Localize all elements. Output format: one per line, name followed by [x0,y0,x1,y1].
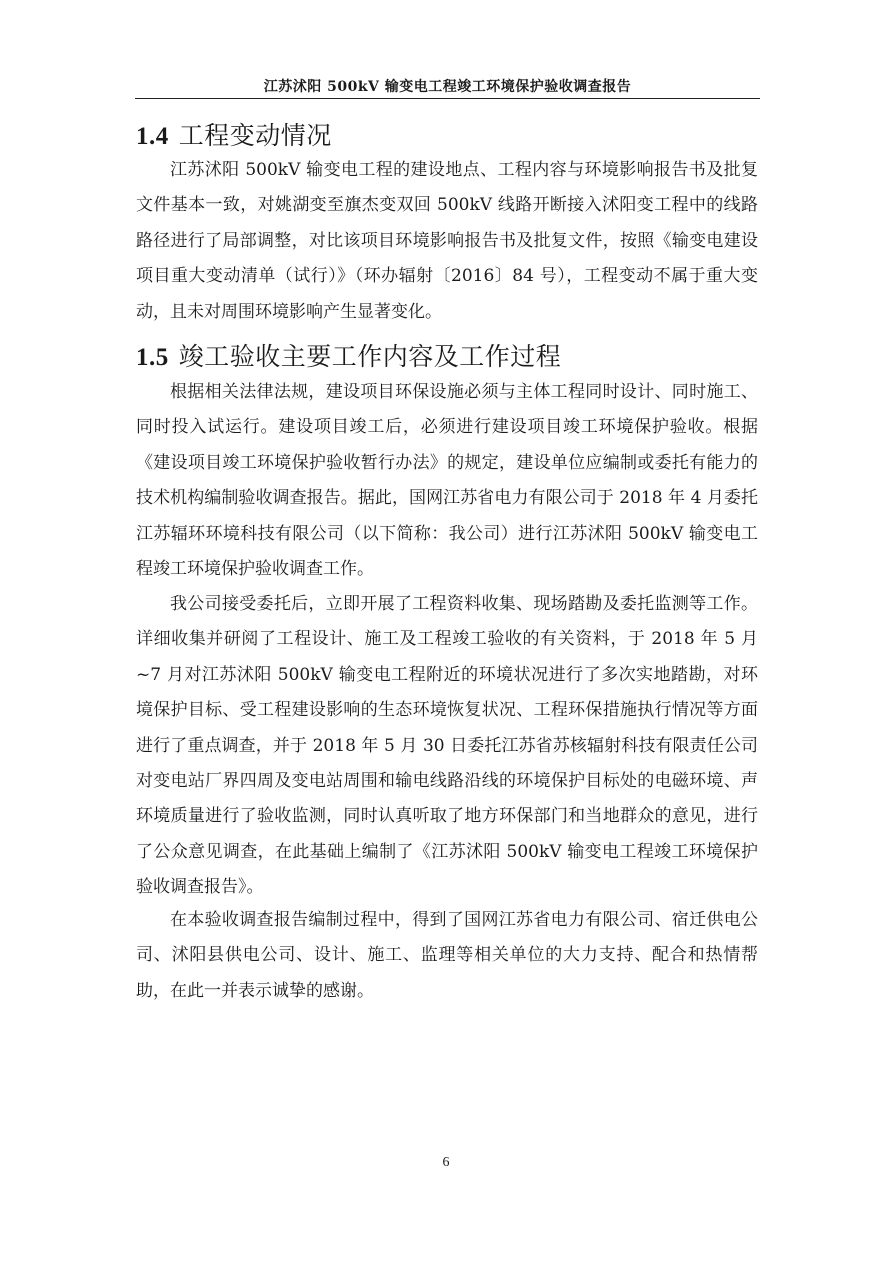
page-number: 6 [442,1155,450,1170]
paragraph: 我公司接受委托后，立即开展了工程资料收集、现场踏勘及委托监测等工作。详细收集并研阅了工程设计、施工及工程竣工验收的有关资料，于 2018 年 5 月~7 月对江苏沭阳 500kV 输变电工程附近的环境状况进行了多次实地踏勘，对环境保护目标、受工程建设影响的生态环境恢复状况、工程环保措施执行情况等方面进行了重点调查，并于 2018 年 5 月 30 日委托江苏省苏核辐射科技有限责任公司对变电站厂界四周及变电站周围和输电线路沿线的环境保护目标处的电磁环境、声环境质量进行了验收监测，同时认真听取了地方环保部门和当地群众的意见，进行了公众意见调查，在此基础上编制了《江苏沭阳 500kV 输变电工程竣工环境保护验收调查报告》。 [136,594,758,898]
header-rule [135,98,760,99]
section-title-text: 工程变动情况 [178,121,332,150]
section-number: 1.5 [136,344,169,371]
paragraph: 在本验收调查报告编制过程中，得到了国网江苏省电力有限公司、宿迁供电公司、沭阳县供电公司、设计、施工、监理等相关单位的大力支持、配合和热情帮助，在此一并表示诚挚的感谢。 [136,910,758,1001]
paragraph: 江苏沭阳 500kV 输变电工程的建设地点、工程内容与环境影响报告书及批复文件基本一致，对姚湖变至旗杰变双回 500kV 线路开断接入沭阳变工程中的线路路径进行了局部调整，对比该项目环境影响报告书及批复文件，按照《输变电建设项目重大变动清单（试行）》（环办辐射〔2016〕84 号），工程变动不属于重大变动，且未对周围环境影响产生显著变化。 [136,160,758,322]
section-number: 1.4 [136,123,169,150]
section-heading-1-4 [136,116,332,152]
paragraph: 根据相关法律法规，建设项目环保设施必须与主体工程同时设计、同时施工、同时投入试运行。建设项目竣工后，必须进行建设项目竣工环境保护验收。根据《建设项目竣工环境保护验收暂行办法》的规定，建设单位应编制或委托有能力的技术机构编制验收调查报告。据此，国网江苏省电力有限公司于 2018 年 4 月委托江苏辐环环境科技有限公司（以下简称：我公司）进行江苏沭阳 500kV 输变电工程竣工环境保护验收调查工作。 [136,382,758,580]
section-title-text: 竣工验收主要工作内容及工作过程 [178,342,562,371]
running-header: 江苏沭阳 500kV 输变电工程竣工环境保护验收调查报告 [263,79,632,95]
section-heading-1-5 [136,337,561,373]
